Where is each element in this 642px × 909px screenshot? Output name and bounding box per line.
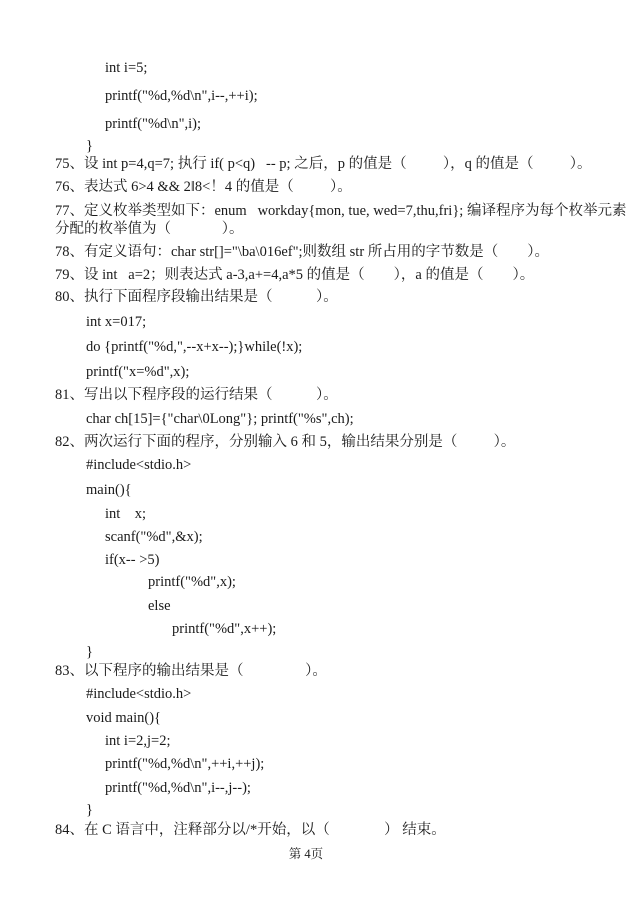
code-line: int i=5; xyxy=(105,60,148,76)
question-76-text: 76、表达式 6>4 && 2‖8<！4 的值是（ ）。 xyxy=(55,179,352,196)
code-line: } xyxy=(86,138,93,154)
question-79-text: 79、设 int a=2；则表达式 a-3,a+=4,a*5 的值是（ ），a 的值是（ ）。 xyxy=(55,267,535,284)
code-line: printf("%d",x++); xyxy=(172,620,277,637)
code-line: printf("x=%d",x); xyxy=(86,364,190,381)
code-line: scanf("%d",&x); xyxy=(105,528,203,545)
question-75-text: 75、设 int p=4,q=7; 执行 if( p<q) -- p; 之后，p 的值是（ ），q 的值是（ ）。 xyxy=(55,156,592,172)
code-line: } xyxy=(86,801,93,818)
question-83-text: 83、以下程序的输出结果是（ ）。 xyxy=(55,663,327,680)
code-line: int x=017; xyxy=(86,314,147,331)
question-78-text: 78、有定义语句：char str[]="\ba\016ef";则数组 str 所占用的字节数是（ ）。 xyxy=(55,243,550,260)
question-80-text: 80、执行下面程序段输出结果是（ ）。 xyxy=(55,289,338,306)
question-82-text: 82、两次运行下面的程序，分别输入 6 和 5，输出结果分别是（ ）。 xyxy=(55,434,516,451)
code-line: main(){ xyxy=(86,482,132,499)
code-line: int i=2,j=2; xyxy=(105,733,171,750)
code-line: printf("%d,%d\n",i--,++i); xyxy=(105,88,258,104)
question-84-text: 84、在 C 语言中，注释部分以/*开始，以（ ） 结束。 xyxy=(55,821,446,838)
code-line: if(x-- >5) xyxy=(105,552,160,569)
code-line: #include<stdio.h> xyxy=(86,686,192,703)
code-line: int x; xyxy=(105,505,147,522)
question-77-wrap-text: 分配的枚举值为（ ）。 xyxy=(55,220,244,237)
code-line: else xyxy=(148,597,171,614)
page-number: 第 4页 xyxy=(288,847,324,861)
code-line: do {printf("%d,",--x+x--);}while(!x); xyxy=(86,339,303,356)
question-77-text: 77、定义枚举类型如下：enum workday{mon, tue, wed=7,thu,fri}; 编译程序为每个枚举元素 xyxy=(55,202,627,219)
question-81-text: 81、写出以下程序段的运行结果（ ）。 xyxy=(55,387,338,404)
code-line: #include<stdio.h> xyxy=(86,457,192,474)
code-line: printf("%d\n",i); xyxy=(105,116,201,132)
code-line: printf("%d",x); xyxy=(148,574,236,591)
code-line: printf("%d,%d\n",i--,j--); xyxy=(105,779,251,796)
code-line: void main(){ xyxy=(86,709,162,726)
code-line: char ch[15]={"char\0Long"}; printf("%s",ch); xyxy=(86,410,354,427)
code-line: } xyxy=(86,644,93,661)
code-line: printf("%d,%d\n",++i,++j); xyxy=(105,756,265,773)
